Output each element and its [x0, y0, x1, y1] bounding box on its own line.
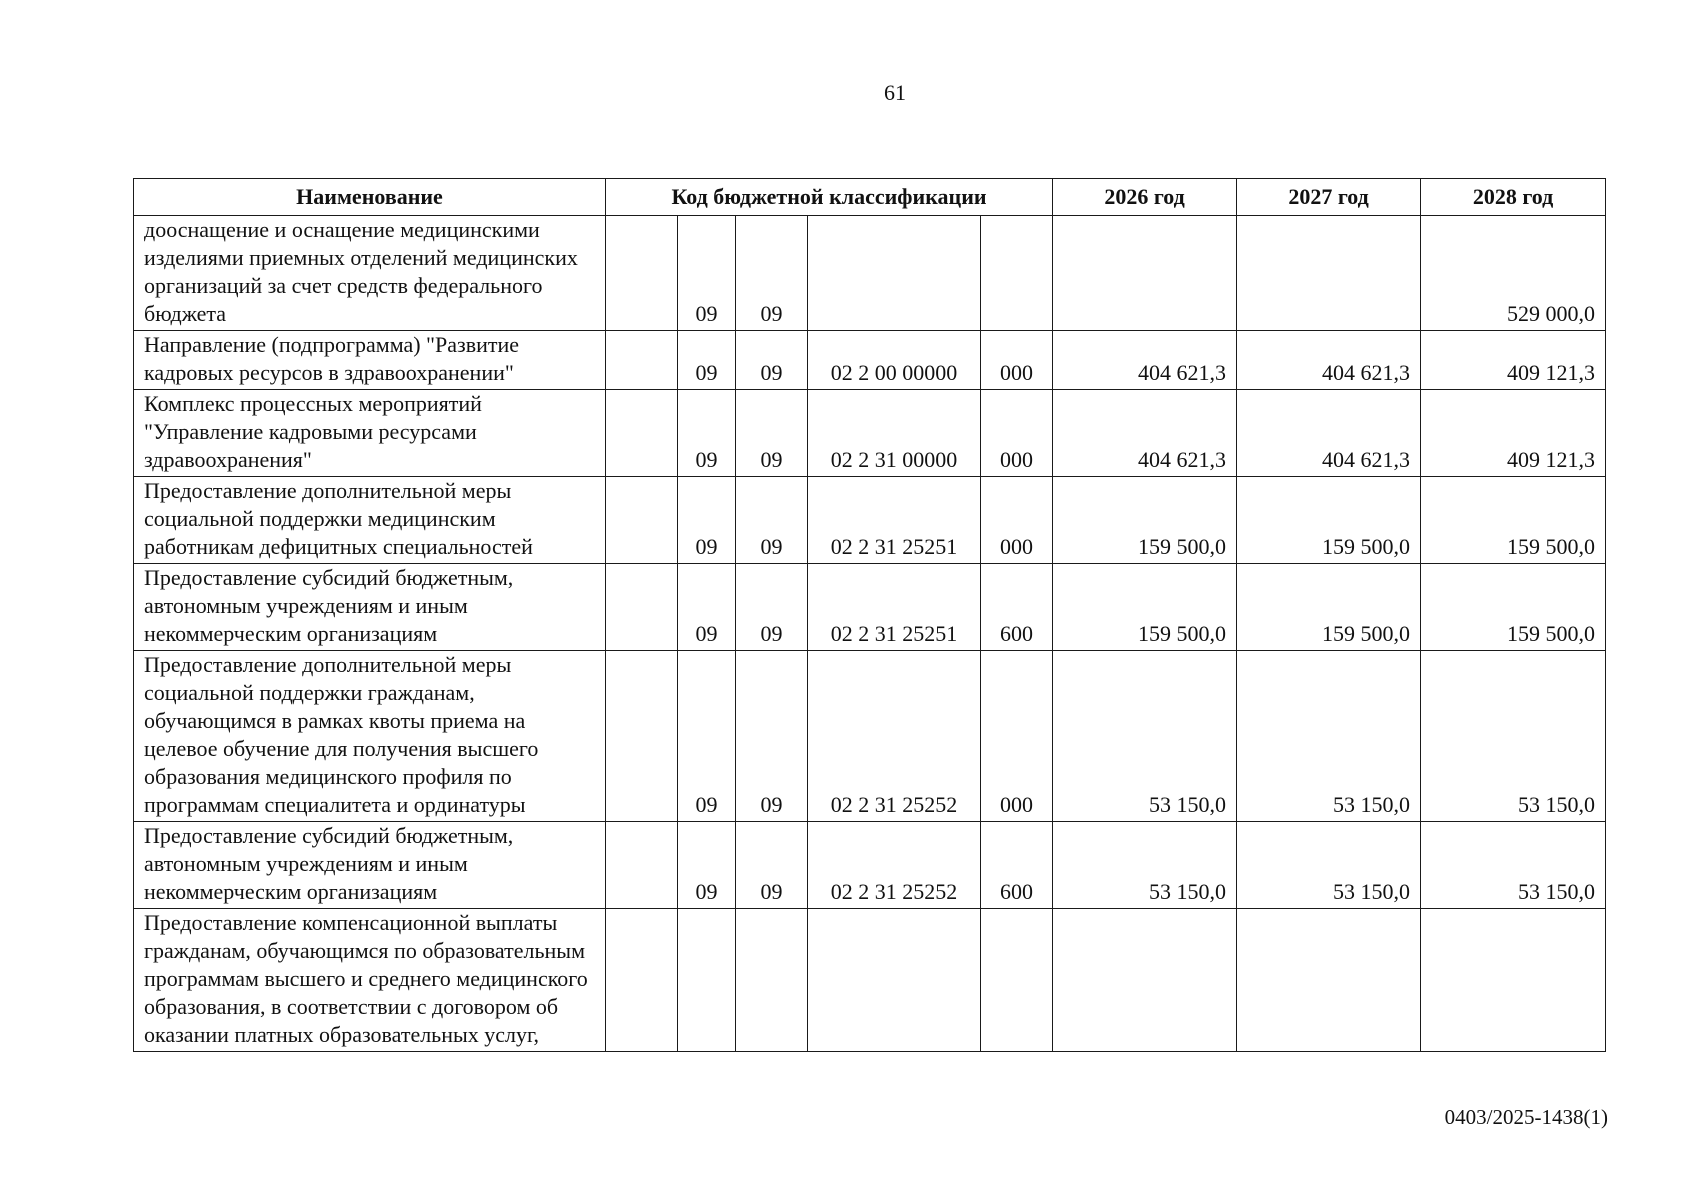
row-2027	[1237, 216, 1421, 331]
row-subsection: 09	[736, 564, 808, 651]
row-2026: 159 500,0	[1053, 564, 1237, 651]
row-section	[678, 909, 736, 1052]
row-2027: 159 500,0	[1237, 477, 1421, 564]
row-name: Предоставление дополнительной меры социальной поддержки гражданам, обучающимся в рамках квоты приема на целевое обучение для получения высшего образования медицинского профиля по программам специалитета и ординатуры	[134, 651, 606, 822]
row-expense-type	[981, 216, 1053, 331]
table-row	[134, 331, 1606, 390]
row-subsection: 09	[736, 331, 808, 390]
row-name: Комплекс процессных мероприятий "Управление кадровыми ресурсами здравоохранения"	[134, 390, 606, 477]
row-expense-type	[981, 909, 1053, 1052]
row-name: Предоставление дополнительной меры социальной поддержки медицинским работникам дефицитных специальностей	[134, 477, 606, 564]
header-code: Код бюджетной классификации	[606, 179, 1053, 216]
row-target-article: 02 2 31 25251	[808, 564, 981, 651]
row-2028: 159 500,0	[1421, 477, 1606, 564]
row-expense-type: 600	[981, 822, 1053, 909]
row-2028: 529 000,0	[1421, 216, 1606, 331]
row-subsection: 09	[736, 390, 808, 477]
table-header-row	[134, 179, 1606, 216]
row-2028: 53 150,0	[1421, 651, 1606, 822]
row-2026	[1053, 216, 1237, 331]
row-target-article: 02 2 31 25252	[808, 822, 981, 909]
row-expense-type: 000	[981, 331, 1053, 390]
table-row	[134, 564, 1606, 651]
row-2027	[1237, 909, 1421, 1052]
row-section: 09	[678, 216, 736, 331]
row-subsection: 09	[736, 822, 808, 909]
row-2027: 53 150,0	[1237, 822, 1421, 909]
row-2028: 159 500,0	[1421, 564, 1606, 651]
row-2027: 53 150,0	[1237, 651, 1421, 822]
row-target-article: 02 2 00 00000	[808, 331, 981, 390]
row-2026	[1053, 909, 1237, 1052]
header-2028: 2028 год	[1421, 179, 1606, 216]
row-section: 09	[678, 822, 736, 909]
row-subsection	[736, 909, 808, 1052]
row-subsection: 09	[736, 651, 808, 822]
budget-table	[133, 178, 1606, 1052]
header-2027: 2027 год	[1237, 179, 1421, 216]
row-target-article: 02 2 31 25252	[808, 651, 981, 822]
row-name: Направление (подпрограмма) "Развитие кадровых ресурсов в здравоохранении"	[134, 331, 606, 390]
row-section: 09	[678, 390, 736, 477]
row-name: Предоставление компенсационной выплаты гражданам, обучающимся по образовательным программам высшего и среднего медицинского образования, в соответствии с договором об оказании платных образовательных услуг,	[134, 909, 606, 1052]
document-code: 0403/2025-1438(1)	[1444, 1105, 1608, 1129]
row-target-article	[808, 216, 981, 331]
table-row	[134, 651, 1606, 822]
row-expense-type: 000	[981, 651, 1053, 822]
row-2028	[1421, 909, 1606, 1052]
table-row	[134, 477, 1606, 564]
row-2027: 404 621,3	[1237, 331, 1421, 390]
row-2026: 159 500,0	[1053, 477, 1237, 564]
table-row	[134, 909, 1606, 1052]
row-2027: 404 621,3	[1237, 390, 1421, 477]
row-2026: 404 621,3	[1053, 331, 1237, 390]
header-name: Наименование	[134, 179, 606, 216]
row-2028: 53 150,0	[1421, 822, 1606, 909]
page-number: 61	[884, 80, 906, 105]
row-2028: 409 121,3	[1421, 331, 1606, 390]
row-2028: 409 121,3	[1421, 390, 1606, 477]
row-2027: 159 500,0	[1237, 564, 1421, 651]
header-2026: 2026 год	[1053, 179, 1237, 216]
row-section: 09	[678, 651, 736, 822]
row-target-article: 02 2 31 25251	[808, 477, 981, 564]
row-name: Предоставление субсидий бюджетным, автономным учреждениям и иным некоммерческим организациям	[134, 822, 606, 909]
table-row	[134, 390, 1606, 477]
row-expense-type: 600	[981, 564, 1053, 651]
row-expense-type: 000	[981, 477, 1053, 564]
row-target-article	[808, 909, 981, 1052]
row-subsection: 09	[736, 216, 808, 331]
row-subsection: 09	[736, 477, 808, 564]
row-name: дооснащение и оснащение медицинскими изделиями приемных отделений медицинских организаций за счет средств федерального бюджета	[134, 216, 606, 331]
row-2026: 53 150,0	[1053, 651, 1237, 822]
row-2026: 404 621,3	[1053, 390, 1237, 477]
row-section: 09	[678, 564, 736, 651]
row-2026: 53 150,0	[1053, 822, 1237, 909]
table-row	[134, 822, 1606, 909]
row-section: 09	[678, 331, 736, 390]
row-name: Предоставление субсидий бюджетным, автономным учреждениям и иным некоммерческим организациям	[134, 564, 606, 651]
row-target-article: 02 2 31 00000	[808, 390, 981, 477]
row-expense-type: 000	[981, 390, 1053, 477]
table-row	[134, 216, 1606, 331]
row-section: 09	[678, 477, 736, 564]
